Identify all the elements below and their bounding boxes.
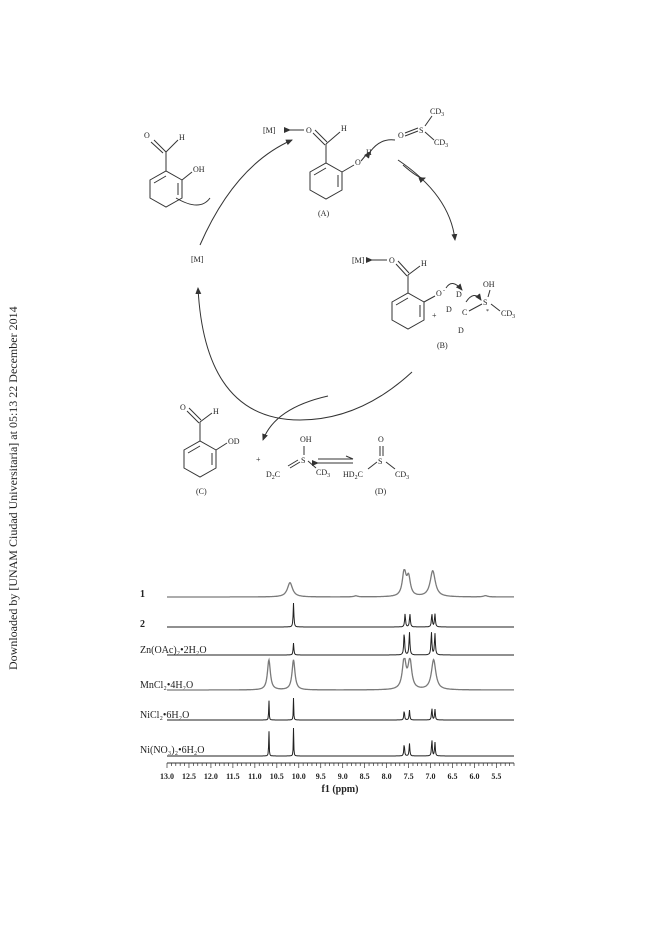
row-label-1: 1 — [140, 589, 145, 600]
svg-text:HD2C: $HD_2C$ — [343, 470, 363, 481]
metal-label: [M] — [352, 256, 365, 265]
x-tick-label: 10.0 — [291, 772, 306, 781]
svg-text:D2C: $D_2C$ — [266, 470, 281, 481]
svg-text:CD3: $CD_3$ — [501, 309, 516, 320]
spectrum-trace-4 — [167, 659, 514, 691]
nmr-traces — [167, 570, 514, 756]
svg-text:*: * — [486, 309, 489, 315]
label-c: (C) — [196, 487, 207, 496]
svg-text:C: C — [462, 308, 468, 317]
atom-o: O — [436, 289, 442, 298]
x-tick-label: 6.0 — [469, 772, 480, 781]
atom-o: O — [355, 158, 361, 167]
spectrum-trace-6 — [167, 728, 514, 756]
x-tick-label: 7.0 — [425, 772, 436, 781]
svg-text:OH: OH — [483, 280, 495, 289]
atom-h: H — [421, 259, 427, 268]
x-tick-label: 8.0 — [381, 772, 392, 781]
spectrum-trace-3 — [167, 632, 514, 655]
x-tick-label: 6.5 — [447, 772, 458, 781]
svg-text:OH: OH — [300, 435, 312, 444]
x-axis-title: f1 (ppm) — [321, 784, 359, 795]
spectrum-trace-2 — [167, 603, 514, 627]
atom-o: O — [144, 131, 150, 140]
atom-o: O — [180, 403, 186, 412]
cycle-metal-label: [M] — [191, 255, 204, 264]
label-b: (B) — [437, 341, 448, 350]
atom-o: O — [389, 256, 395, 265]
svg-text:O: O — [378, 435, 384, 444]
atom-oh: OH — [193, 165, 205, 174]
svg-text:CD3: $CD_3$ — [395, 470, 410, 481]
svg-text:D: D — [456, 290, 462, 299]
x-tick-label: 7.5 — [403, 772, 414, 781]
svg-text:D: D — [446, 305, 452, 314]
atom-h: H — [179, 133, 185, 142]
atom-h: H — [366, 148, 372, 157]
x-tick-label: 9.0 — [337, 772, 348, 781]
atom-h: H — [341, 124, 347, 133]
row-label-nicl: NiCl₂•6H₂O — [140, 710, 190, 721]
label-d: (D) — [375, 487, 387, 496]
svg-text:CD3: $CD_3$ — [316, 468, 331, 479]
atom-h: H — [213, 407, 219, 416]
spectrum-trace-5 — [167, 698, 514, 720]
x-tick-label: 13.0 — [160, 772, 174, 781]
atom-o: O — [398, 131, 404, 140]
svg-text:S: S — [378, 457, 383, 466]
x-axis — [160, 763, 514, 781]
svg-text:+: + — [432, 311, 437, 320]
svg-text:CD3: $CD_3$ — [434, 138, 449, 149]
row-label-zn: Zn(OAc)₂•2H₂O — [140, 645, 207, 656]
svg-text:S: S — [301, 456, 306, 465]
x-tick-label: 12.5 — [181, 772, 196, 781]
row-label-mn: MnCl₂•4H₂O — [140, 680, 194, 691]
row-label-2: 2 — [140, 619, 145, 630]
atom-s: S — [419, 126, 424, 135]
atom-od: OD — [228, 437, 240, 446]
svg-text:D: D — [458, 326, 464, 335]
x-tick-label: 11.0 — [248, 772, 262, 781]
svg-text:-: - — [443, 288, 445, 294]
x-tick-label: 5.5 — [491, 772, 502, 781]
metal-label: [M] — [263, 126, 276, 135]
svg-text:S: S — [483, 298, 488, 307]
spectrum-trace-1 — [167, 570, 514, 597]
svg-text:CD3: $CD_3$ — [430, 107, 445, 118]
x-tick-label: 12.0 — [203, 772, 218, 781]
svg-text:+: + — [256, 455, 261, 464]
label-a: (A) — [318, 209, 330, 218]
x-tick-label: 11.5 — [226, 772, 240, 781]
download-note-text: Downloaded by [UNAM Ciudad Universitaria] at 05:13 22 December 2014 — [6, 306, 20, 670]
x-tick-label: 10.5 — [269, 772, 284, 781]
x-tick-label: 8.5 — [359, 772, 370, 781]
row-label-ninitrate: Ni(NO₃)₂•6H₂O — [140, 745, 205, 756]
x-tick-label: 9.5 — [315, 772, 326, 781]
atom-o: O — [306, 126, 312, 135]
